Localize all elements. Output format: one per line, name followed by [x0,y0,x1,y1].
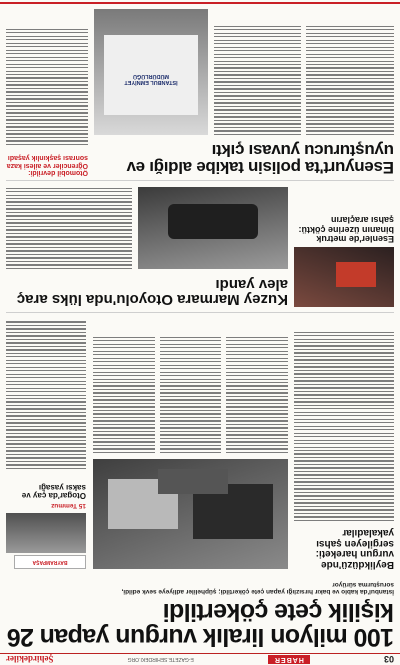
brand-logo: Şehirdekiler [6,654,54,665]
page-number: 03 [383,654,394,665]
text-lines [294,332,394,521]
photo-police-hq [94,9,208,135]
page-header [0,653,400,665]
main-story-header [6,580,394,649]
photo-esenler [294,247,394,307]
footer-rule [0,2,400,4]
story-beylikduzu-title: Beylikdüzü'nde vurgun hareketi: sergileyen şahsı yakaladılar [315,527,394,570]
main-story-body [93,319,288,453]
divider [6,312,394,313]
site-url: E-GAZETE.SEHIRDEKI.ORG [127,656,194,663]
story-otogar [6,319,86,569]
story-esenyurt [94,142,394,176]
main-headline: 100 milyon liralık vurgun yapan 26 kişilik çete çökertildi [7,598,394,651]
story-kuzey-marmara [6,277,288,307]
esenyurt-body [214,9,394,135]
otogar-kicker: 15 Temmuz [51,502,86,509]
photo-crime-scene [93,459,288,569]
kuzey-marmara-headline: Kuzey Marmara Otoyolu'nda lüks araç alev yandı [16,276,288,308]
otogar-title: Otogar'da çay ve saksı yasağı [21,482,86,500]
photo-car-fire [138,187,288,269]
divider [6,180,394,181]
otogar-badge: BAYRAMPAŞA [14,555,86,569]
main-deck: İstanbul'da kablo ve bakır hırsızlığı yapan çete çökertildi; şüpheliler adliyeye sevk edildi, soruşturma sürüyor [121,580,394,595]
story-esenler [294,187,394,307]
esenyurt-headline: Esenyurt'ta polisin takibe aldığı ev uyuşturucu yuvası çıktı [126,141,394,177]
story-otomobil [6,154,88,176]
police-sign: İSTANBUL EMNİYET MÜDÜRLÜĞÜ [124,73,178,85]
story-beylikduzu [294,319,394,569]
otomobil-title: Otomobil devrildi: Öğrenciler ve ailesi kaza sonrası şaşkınlık yaşadı [6,154,88,176]
story-beylikduzu-body [294,331,394,521]
kuzey-marmara-body [6,187,132,269]
esenler-title: Esenler'de metruk binanın üzerine çöktü: şahsı araçların [298,215,394,244]
section-label: HABER [268,655,310,664]
otogar-body [6,321,86,469]
otomobil-body [6,9,88,145]
photo-otogar [6,513,86,553]
